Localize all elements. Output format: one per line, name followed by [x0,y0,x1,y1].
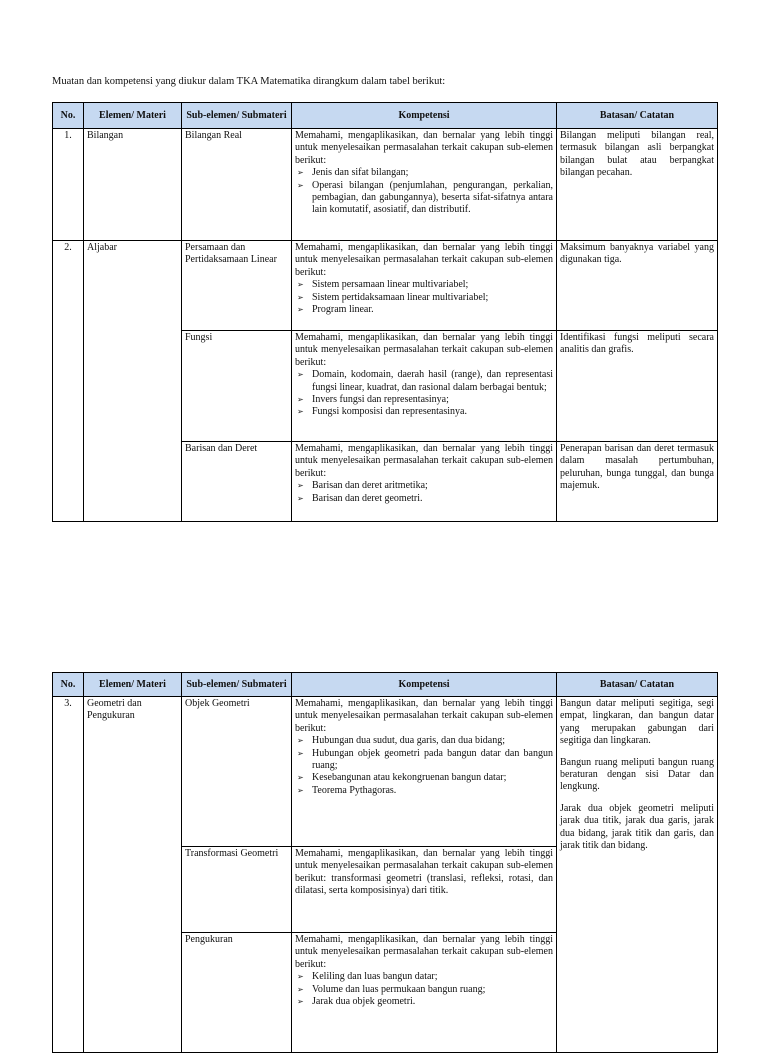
row-number-empty [53,331,84,442]
kompetensi-cell [292,129,557,241]
kompetensi-cell [292,442,557,522]
table-row [53,933,718,1053]
kompetensi-list [295,369,553,419]
kompetensi-cell [292,241,557,331]
kompetensi-lead: Memahami, mengaplikasikan, dan bernalar yang lebih tinggi untuk menyelesaikan permasalahan terkait cakupan sub-elemen berikut: [295,130,553,166]
header-no: No. [53,103,84,129]
list-item: ➢ Sistem pertidaksamaan linear multivariabel; [312,292,553,304]
header-batasan: Batasan/ Catatan [557,673,718,697]
kompetensi-cell: Memahami, mengaplikasikan, dan bernalar yang lebih tinggi untuk menyelesaikan permasalahan terkait cakupan sub-elemen berikut: transformasi geometri (translasi, refleksi, rotasi, dan dilatasi, serta komposisinya) dari titik. [292,847,557,933]
kompetensi-list [295,167,553,217]
batasan-cell: Penerapan barisan dan deret termasuk dalam masalah pertumbuhan, peluruhan, bunga tunggal, dan bunga majemuk. [557,442,718,522]
kompetensi-cell [292,331,557,442]
batasan-cell: Maksimum banyaknya variabel yang digunakan tiga. [557,241,718,331]
batasan-cell: Bilangan meliputi bilangan real, termasuk bilangan asli berpangkat bilangan bulat atau berpangkat bilangan pecahan. [557,129,718,241]
kompetensi-lead: Memahami, mengaplikasikan, dan bernalar yang lebih tinggi untuk menyelesaikan permasalahan terkait cakupan sub-elemen berikut: [295,698,553,734]
list-item: ➢ Fungsi komposisi dan representasinya. [312,406,553,418]
sub-elemen-cell: Fungsi [182,331,292,442]
elemen-cell: Aljabar [84,241,182,331]
elemen-cell-empty [84,331,182,442]
sub-elemen-cell: Barisan dan Deret [182,442,292,522]
header-elemen: Elemen/ Materi [84,103,182,129]
row-number: 2. [53,241,84,331]
kompetensi-lead: Memahami, mengaplikasikan, dan bernalar yang lebih tinggi untuk menyelesaikan permasalahan terkait cakupan sub-elemen berikut: [295,443,553,479]
list-item: ➢ Jenis dan sifat bilangan; [312,167,553,179]
row-number-empty [53,933,84,1053]
header-no: No. [53,673,84,697]
list-item: ➢ Program linear. [312,304,553,316]
kompetensi-cell [292,697,557,847]
header-sub-elemen: Sub-elemen/ Submateri [182,103,292,129]
kompetensi-lead: Memahami, mengaplikasikan, dan bernalar yang lebih tinggi untuk menyelesaikan permasalahan terkait cakupan sub-elemen berikut: [295,242,553,278]
row-number-empty [53,442,84,522]
sub-elemen-cell: Bilangan Real [182,129,292,241]
batasan-cell-empty [557,933,718,1053]
list-item: ➢ Volume dan luas permukaan bangun ruang; [312,984,553,996]
table-header-row [53,673,718,697]
kompetensi-list [295,735,553,797]
list-item: ➢ Kesebangunan atau kekongruenan bangun datar; [312,772,553,784]
list-item: ➢ Domain, kodomain, daerah hasil (range), dan representasi fungsi linear, kuadrat, dan rasional dalam berbagai bentuk; [312,369,553,394]
kompetensi-list [295,480,553,505]
row-number: 3. [53,697,84,933]
batasan-paragraph: Jarak dua objek geometri meliputi jarak dua titik, jarak dua garis, jarak dua bidang, jarak titik dan garis, dan jarak titik dan bidang. [560,802,714,852]
header-kompetensi: Kompetensi [292,673,557,697]
list-item: ➢ Operasi bilangan (penjumlahan, pengurangan, perkalian, pembagian, dan gabungannya), beserta sifat-sifatnya antara lain komutatif, asosiatif, dan distributif. [312,180,553,217]
sub-elemen-cell: Persamaan dan Pertidaksamaan Linear [182,241,292,331]
list-item: ➢ Hubungan dua sudut, dua garis, dan dua bidang; [312,735,553,747]
competency-table-1 [52,102,718,522]
table-row [53,331,718,442]
row-number: 1. [53,129,84,241]
list-item: ➢ Sistem persamaan linear multivariabel; [312,279,553,291]
kompetensi-lead: Memahami, mengaplikasikan, dan bernalar yang lebih tinggi untuk menyelesaikan permasalahan terkait cakupan sub-elemen berikut: [295,332,553,368]
kompetensi-list [295,971,553,1008]
kompetensi-lead: Memahami, mengaplikasikan, dan bernalar yang lebih tinggi untuk menyelesaikan permasalahan terkait cakupan sub-elemen berikut: [295,934,553,970]
list-item: ➢ Jarak dua objek geometri. [312,996,553,1008]
table-header-row [53,103,718,129]
list-item: ➢ Keliling dan luas bangun datar; [312,971,553,983]
table-row [53,697,718,847]
header-batasan: Batasan/ Catatan [557,103,718,129]
list-item: ➢ Teorema Pythagoras. [312,785,553,797]
competency-table-2 [52,672,718,1053]
list-item: ➢ Barisan dan deret geometri. [312,493,553,505]
table-row [53,241,718,331]
elemen-cell-empty [84,933,182,1053]
batasan-paragraph: Bangun ruang meliputi bangun ruang beraturan dengan sisi Datar dan lengkung. [560,756,714,793]
sub-elemen-cell: Objek Geometri [182,697,292,847]
header-kompetensi: Kompetensi [292,103,557,129]
table-row [53,129,718,241]
list-item: ➢ Hubungan objek geometri pada bangun datar dan bangun ruang; [312,748,553,773]
kompetensi-cell [292,933,557,1053]
intro-text: Muatan dan kompetensi yang diukur dalam TKA Matematika dirangkum dalam tabel berikut: [52,76,446,87]
batasan-paragraph: Bangun datar meliputi segitiga, segi empat, lingkaran, dan bangun datar yang merupakan gabungan dari segitiga dan lingkaran. [560,698,714,747]
sub-elemen-cell: Pengukuran [182,933,292,1053]
kompetensi-list [295,279,553,316]
sub-elemen-cell: Transformasi Geometri [182,847,292,933]
elemen-cell: Bilangan [84,129,182,241]
header-sub-elemen: Sub-elemen/ Submateri [182,673,292,697]
elemen-cell-empty [84,442,182,522]
batasan-cell: Identifikasi fungsi meliputi secara analitis dan grafis. [557,331,718,442]
list-item: ➢ Barisan dan deret aritmetika; [312,480,553,492]
table-row [53,442,718,522]
list-item: ➢ Invers fungsi dan representasinya; [312,394,553,406]
batasan-cell [557,697,718,933]
elemen-cell: Geometri dan Pengukuran [84,697,182,933]
header-elemen: Elemen/ Materi [84,673,182,697]
